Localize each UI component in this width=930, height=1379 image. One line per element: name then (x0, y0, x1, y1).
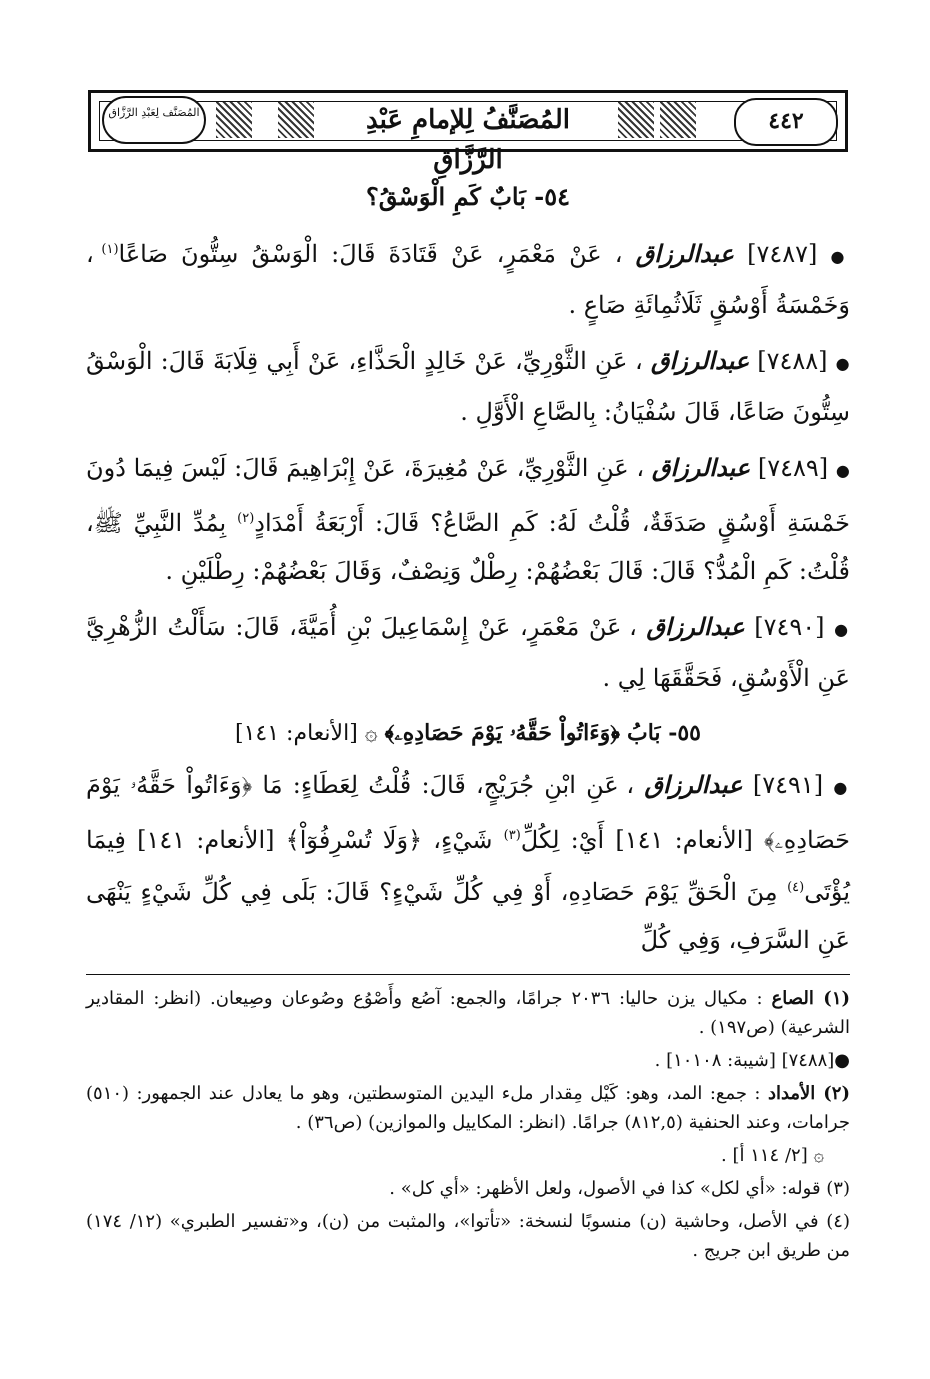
author-name: عبدالرزاق (650, 346, 750, 375)
book-title: المُصَنَّفُ لِلإمامِ عَبْدِ الرَّزَّاقِ (366, 105, 570, 175)
footnote: (٣) قوله: «أي لكل» كذا في الأصول، ولعل الأظهر: «أي كل» . (389, 1178, 850, 1199)
author-name: عبدالرزاق (651, 453, 751, 482)
hadith-paragraph (86, 444, 850, 595)
hadith-paragraph (86, 603, 850, 702)
author-name: عبدالرزاق (646, 612, 745, 641)
hadith-text: مِنَ الْحَقِّ يَوْمَ حَصَادِهِ، أَوْ فِي كُلِّ شَيْءٍ؟ قَالَ: بَلَى فِي كُلِّ شَيْءٍ يَنْهَى عَنِ السَّرَفِ، وَفِي كُلِّ (86, 878, 850, 954)
footnote-label: (١) الصاع (771, 988, 851, 1009)
author-name: عبدالرزاق (644, 770, 743, 799)
footnote (86, 1079, 850, 1137)
hadith-text: ، عَنْ مَعْمَرٍ، عَنْ قَتَادَةَ قَالَ: الْوَسْقُ سِتُّونَ صَاعًا (118, 240, 623, 268)
bullet-icon: ● (830, 247, 850, 266)
hadith-number: [٧٤٨٧] (747, 240, 818, 268)
ornament-right-icon (618, 102, 654, 138)
hadith-text: ، وَخَمْسَةُ أَوْسُقٍ ثَلَاثُمِائَةِ صَاعٍ . (86, 240, 850, 319)
hadith-number: [٧٤٨٨] (757, 347, 828, 375)
footnote (86, 984, 850, 1042)
bullet-icon: ● (834, 620, 850, 639)
page-header (88, 90, 848, 175)
hadith-number: [٧٤٩١] (752, 771, 824, 799)
hadith-paragraph (86, 761, 850, 964)
quran-verse: ﴿وَءَاتُواْ حَقَّهُۥ يَوْمَ حَصَادِهِۦ﴾ (384, 720, 621, 746)
ornament-right-icon (660, 102, 696, 138)
footnotes (86, 984, 850, 1269)
hadith-paragraph (86, 226, 850, 329)
footnote-label: (٢) الأمداد (767, 1083, 850, 1104)
hadith-text: ، عَنِ الثَّوْرِيِّ، عَنْ خَالِدٍ الْحَذَّاءِ، عَنْ أَبِي قِلَابَةَ قَالَ: الْوَسْقُ سِتُّونَ صَاعًا، قَالَ سُفْيَانُ: بِالصَّاعِ الْأَوَّلِ . (86, 347, 850, 426)
bullet-icon: ● (833, 778, 850, 797)
hadith-text: بِمُدِّ النَّبِيِّ ﷺ، قُلْتُ: كَمِ الْمُدُّ؟ قَالَ: قَالَ بَعْضُهُمْ: رِطْلٌ وَنِصْفٌ، وَقَالَ بَعْضُهُمْ: رِطْلَيْنِ . (86, 509, 850, 585)
footnote-text: : جمع: المد، وهو: كَيْل مِقدار ملء اليدين المتوسطتين، وهو ما يعادل عند الجمهور: (٥١٠) جرامات، وعند الحنفية (٨١٢,٥) جرامًا. (انظر: المكاييل والموازين) (ص٣٦) . (86, 1083, 850, 1133)
bullet-icon: ● (835, 461, 850, 480)
page-number: ٤٤٢ (734, 98, 838, 146)
hadith-text: ، عَنِ ابْنِ جُرَيْجٍ، قَالَ: قُلْتُ لِعَطَاءٍ: مَا ﴿وَءَاتُواْ حَقَّهُۥ يَوْمَ حَصَادِهِۦ﴾ [الأنعام: ١٤١] أَيْ: لِكُلِّ (86, 771, 850, 854)
footnote-text: : مكيال يزن حاليا: ٢٠٣٦ جرامًا، والجمع: آصُع وأَصْوُع وصُوعان وصِيعان. (انظر: المقادير الشرعية) (ص١٩٧) . (86, 988, 850, 1038)
footnote: (٤) في الأصل، وحاشية (ن) منسوبًا لنسخة: «تأتوا»، والمثبت من (ن)، و«تفسير الطبري» (١٢/ ١٧٤) من طريق ابن جريج . (86, 1211, 850, 1261)
hadith-number: [٧٤٩٠] (754, 613, 825, 641)
ornament-left-icon (278, 102, 314, 138)
footnote-source: ۞ [٢/ ١١٤ أ] . (721, 1145, 824, 1166)
footnote-ref: (٢) (237, 511, 255, 526)
hadith-text: شَيْءٍ، ﴿وَلَا تُسْرِفُوٓاْ﴾ [الأنعام: ١٤١] فِيمَا يُؤْتَى (86, 826, 850, 906)
footnote-ref: (٤) (787, 880, 805, 895)
hadith-text: ، عَنْ مَعْمَرٍ، عَنْ إِسْمَاعِيلَ بْنِ أُمَيَّةَ، قَالَ: سَأَلْتُ الزُّهْرِيَّ عَنِ الْأَوْسُقِ، فَحَقَّقَهَا لِي . (86, 613, 850, 692)
chapter-prefix: ٥٥- بَابُ (627, 720, 701, 746)
ornament-left-icon (216, 102, 252, 138)
footnote-source: ●[٧٤٨٨] [شيبة: ١٠١٠٨] . (654, 1050, 850, 1071)
hadith-number: [٧٤٨٩] (757, 454, 829, 482)
verse-reference: ۞ [الأنعام: ١٤١] (235, 721, 378, 746)
chapter-heading: ٥٤- بَابٌ كَمِ الْوَسْقُ؟ (365, 182, 571, 211)
main-text (86, 160, 850, 972)
hadith-paragraph (86, 337, 850, 436)
chapter-heading (86, 710, 850, 757)
author-name: عبدالرزاق (635, 239, 734, 268)
footnote-ref: (١) (101, 242, 119, 257)
bullet-icon: ● (835, 354, 851, 373)
hadith-text: ، عَنِ الثَّوْرِيِّ، عَنْ مُغِيرَةَ، عَنْ إِبْرَاهِيمَ قَالَ: لَيْسَ فِيمَا دُونَ خَمْسَةِ أَوْسُقٍ صَدَقَةٌ، قُلْتُ لَهُ: كَمِ الصَّاعُ؟ قَالَ: أَرْبَعَةُ أَمْدَادٍ (86, 454, 850, 537)
book-logo: المُصَنَّف لِعَبْدِ الرَّزَّاق (102, 96, 206, 144)
footnote-divider (86, 974, 850, 975)
footnote-ref: (٣) (503, 828, 521, 843)
